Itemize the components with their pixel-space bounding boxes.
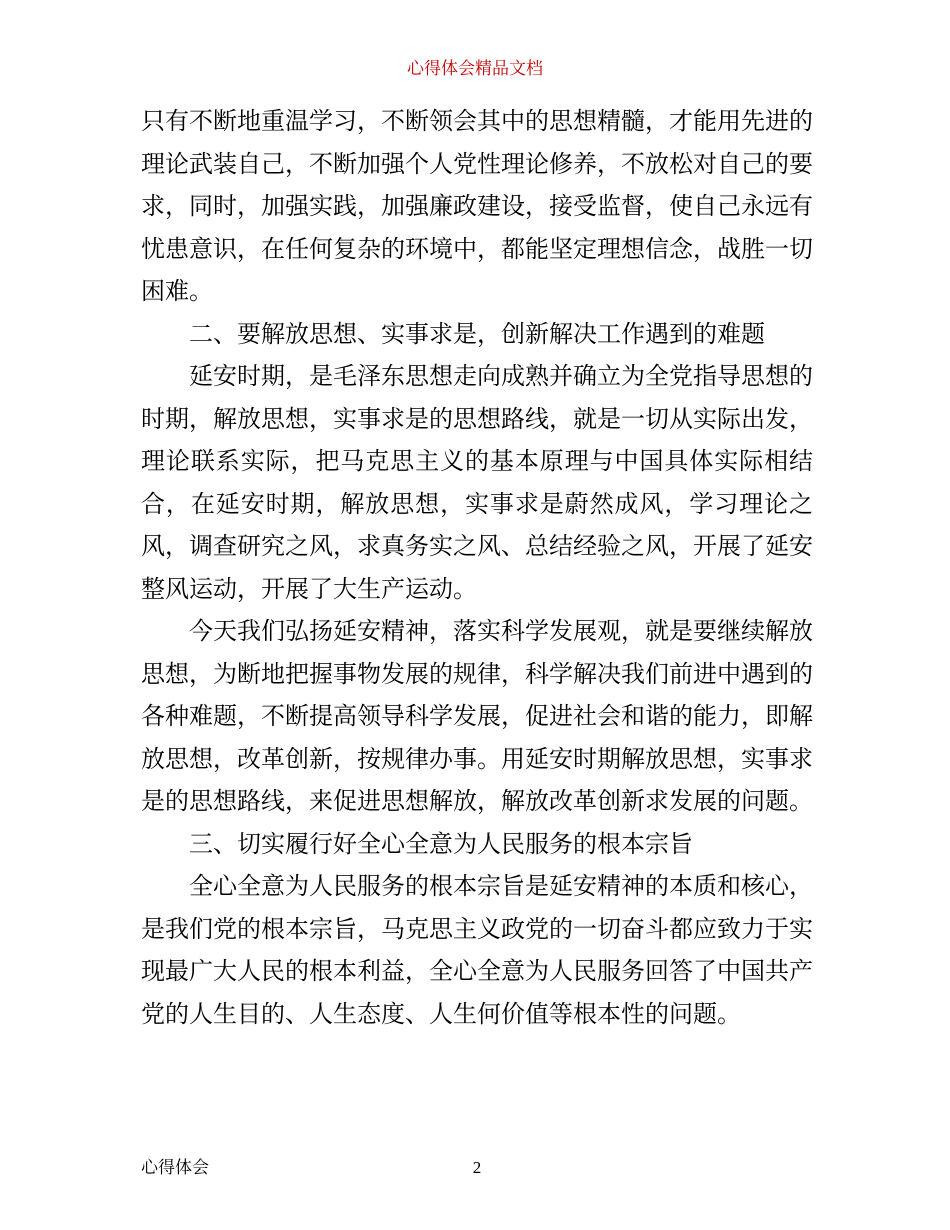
body-paragraph-2: 延安时期，是毛泽东思想走向成熟并确立为全党指导思想的时期，解放思想，实事求是的思想路线，就是一切从实际出发，理论联系实际，把马克思主义的基本原理与中国具体实际相结合，在延安时期，解放思想，实事求是蔚然成风，学习理论之风，调查研究之风，求真务实之风、总结经验之风，开展了延安整风运动，开展了大生产运动。 — [141, 362, 813, 603]
section-heading-2: 二、要解放思想、实事求是，创新解决工作遇到的难题 — [189, 319, 765, 348]
footer-label: 心得体会 — [141, 1158, 209, 1178]
section-heading-3: 三、切实履行好全心全意为人民服务的根本宗旨 — [189, 829, 693, 858]
page-header-title: 心得体会精品文档 — [407, 59, 543, 79]
page-number: 2 — [472, 1158, 482, 1177]
body-paragraph-3: 今天我们弘扬延安精神，落实科学发展观，就是要继续解放思想，为断地把握事物发展的规律，科学解决我们前进中遇到的各种难题，不断提高领导科学发展，促进社会和谐的能力，即解放思想，改革创新，按规律办事。用延安时期解放思想，实事求是的思想路线，来促进思想解放，解放改革创新求发展的问题。 — [141, 617, 813, 815]
body-paragraph-4: 全心全意为人民服务的根本宗旨是延安精神的本质和核心，是我们党的根本宗旨，马克思主义政党的一切奋斗都应致力于实现最广大人民的根本利益，全心全意为人民服务回答了中国共产党的人生目的、人生态度、人生何价值等根本性的问题。 — [141, 872, 813, 1028]
document-body — [141, 100, 813, 1035]
body-paragraph-1: 只有不断地重温学习，不断领会其中的思想精髓，才能用先进的理论武装自己，不断加强个人党性理论修养，不放松对自己的要求，同时，加强实践，加强廉政建设，接受监督，使自己永远有忧患意识，在任何复杂的环境中，都能坚定理想信念，战胜一切困难。 — [141, 107, 813, 305]
